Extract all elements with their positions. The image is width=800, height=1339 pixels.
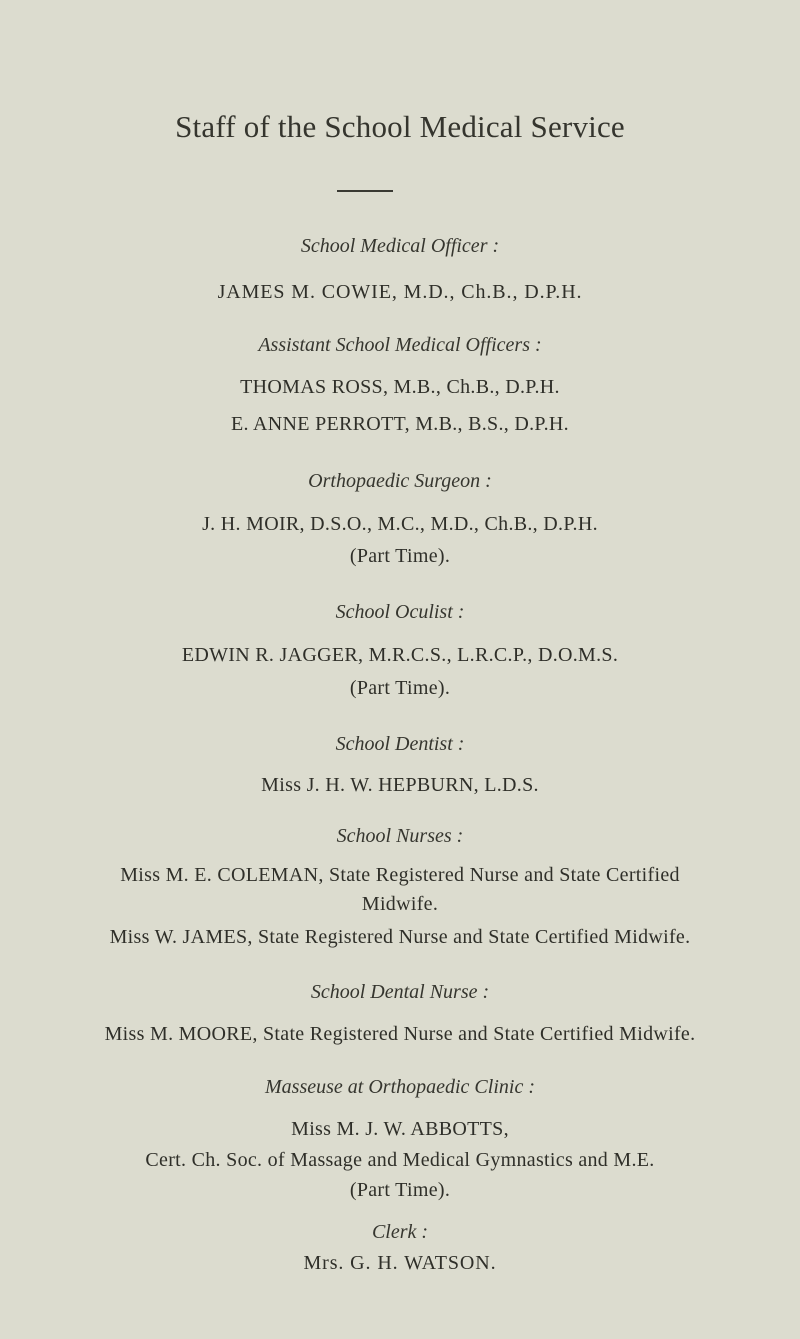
staff-line-note: (Part Time). <box>349 1179 451 1201</box>
staff-line: E. ANNE PERROTT, M.B., B.S., D.P.H. <box>231 413 569 435</box>
section-heading-clerk: Clerk : <box>371 1221 429 1243</box>
staff-line: Miss M. J. W. ABBOTTS, <box>291 1118 509 1140</box>
staff-line: THOMAS ROSS, M.B., Ch.B., D.P.H. <box>240 376 560 398</box>
section-heading-school-dental-nurse: School Dental Nurse : <box>310 981 490 1003</box>
page-title: Staff of the School Medical Service <box>175 109 625 144</box>
staff-line-continued: Midwife. <box>361 893 439 915</box>
staff-line: JAMES M. COWIE, M.D., Ch.B., D.P.H. <box>217 281 583 303</box>
section-heading-school-oculist: School Oculist : <box>335 601 465 623</box>
staff-line-note: (Part Time). <box>349 545 451 567</box>
staff-line: Miss M. MOORE, State Registered Nurse and State Certified Midwife. <box>104 1023 696 1045</box>
section-heading-masseuse: Masseuse at Orthopaedic Clinic : <box>265 1076 535 1098</box>
staff-line: Miss J. H. W. HEPBURN, L.D.S. <box>261 774 539 796</box>
staff-line: Miss W. JAMES, State Registered Nurse and State Certified Midwife. <box>109 926 691 948</box>
section-heading-assistant-school-medical-officers: Assistant School Medical Officers : <box>258 334 542 356</box>
staff-line: J. H. MOIR, D.S.O., M.C., M.D., Ch.B., D.P.H. <box>202 513 598 535</box>
staff-line: EDWIN R. JAGGER, M.R.C.S., L.R.C.P., D.O.M.S. <box>181 644 619 666</box>
section-heading-school-medical-officer: School Medical Officer : <box>300 235 500 257</box>
staff-line: Mrs. G. H. WATSON. <box>303 1252 497 1274</box>
title-divider <box>337 190 393 192</box>
section-heading-orthopaedic-surgeon: Orthopaedic Surgeon : <box>308 470 492 492</box>
staff-line-note: (Part Time). <box>349 677 451 699</box>
staff-line: Miss M. E. COLEMAN, State Registered Nurse and State Certified <box>120 864 680 886</box>
section-heading-school-nurses: School Nurses : <box>336 825 464 847</box>
section-heading-school-dentist: School Dentist : <box>335 733 465 755</box>
staff-line-qualification: Cert. Ch. Soc. of Massage and Medical Gymnastics and M.E. <box>145 1149 655 1171</box>
